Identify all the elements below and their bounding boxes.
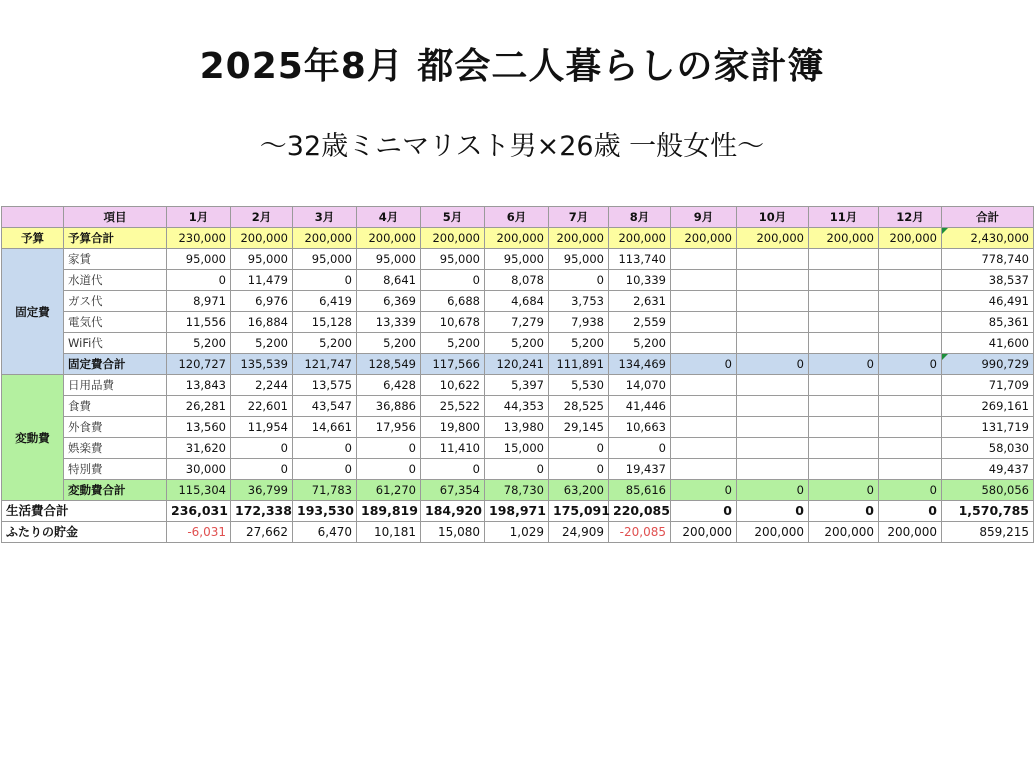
fixed-item-row-cell: 6,369 [357, 291, 421, 312]
fixed-item-row-cell: 95,000 [421, 249, 485, 270]
row-label: 食費 [64, 396, 167, 417]
fixed-item-row-cell [737, 333, 809, 354]
budget-row-cell: 200,000 [879, 228, 942, 249]
variable-item-row-cell [671, 459, 737, 480]
fixed-item-row-cell: 5,200 [609, 333, 671, 354]
savings-row [2, 522, 1034, 543]
variable-item-row-cell: 30,000 [167, 459, 231, 480]
savings-row-cell: 10,181 [357, 522, 421, 543]
variable-item-row-cell: 131,719 [942, 417, 1034, 438]
column-header: 8月 [609, 207, 671, 228]
page-subtitle: 〜32歳ミニマリスト男×26歳 一般女性〜 [259, 131, 765, 162]
fixed-subtotal-cell: 0 [671, 354, 737, 375]
variable-item-row-cell: 13,560 [167, 417, 231, 438]
variable-item-row-cell: 19,800 [421, 417, 485, 438]
group-label-variable: 変動費 [2, 375, 64, 501]
comment-marker-icon [942, 354, 948, 360]
column-header: 3月 [293, 207, 357, 228]
fixed-item-row-cell: 5,200 [293, 333, 357, 354]
variable-item-row-cell [879, 396, 942, 417]
variable-subtotal-cell: 0 [671, 480, 737, 501]
group-label-fixed: 固定費 [2, 249, 64, 375]
variable-item-row [2, 459, 1034, 480]
variable-item-row [2, 438, 1034, 459]
variable-item-row-cell: 10,663 [609, 417, 671, 438]
fixed-item-row-cell: 4,684 [485, 291, 549, 312]
fixed-subtotal-cell: 121,747 [293, 354, 357, 375]
variable-item-row-cell [809, 438, 879, 459]
variable-item-row-cell: 2,244 [231, 375, 293, 396]
total-row-cell: 193,530 [293, 501, 357, 522]
fixed-item-row-cell: 7,938 [549, 312, 609, 333]
total-row-cell: 0 [809, 501, 879, 522]
budget-row-cell: 2,430,000 [942, 228, 1034, 249]
variable-item-row-cell: 5,530 [549, 375, 609, 396]
fixed-item-row-cell: 5,200 [485, 333, 549, 354]
total-row-cell: 175,091 [549, 501, 609, 522]
row-label: 特別費 [64, 459, 167, 480]
budget-row-cell: 200,000 [737, 228, 809, 249]
variable-item-row-cell: 28,525 [549, 396, 609, 417]
variable-item-row-cell: 13,980 [485, 417, 549, 438]
column-header: 7月 [549, 207, 609, 228]
savings-row-cell: 15,080 [421, 522, 485, 543]
variable-item-row-cell: 0 [485, 459, 549, 480]
fixed-item-row-cell: 5,200 [167, 333, 231, 354]
fixed-item-row-cell: 46,491 [942, 291, 1034, 312]
variable-item-row-cell [809, 396, 879, 417]
variable-subtotal-cell: 78,730 [485, 480, 549, 501]
row-label: 固定費合計 [64, 354, 167, 375]
fixed-item-row-cell: 95,000 [293, 249, 357, 270]
budget-row-cell: 200,000 [231, 228, 293, 249]
budget-row-cell: 200,000 [357, 228, 421, 249]
variable-subtotal-cell: 67,354 [421, 480, 485, 501]
variable-item-row-cell: 36,886 [357, 396, 421, 417]
fixed-subtotal-cell: 120,727 [167, 354, 231, 375]
variable-item-row-cell: 269,161 [942, 396, 1034, 417]
total-row-cell: 0 [879, 501, 942, 522]
variable-item-row-cell: 44,353 [485, 396, 549, 417]
fixed-subtotal-cell: 0 [737, 354, 809, 375]
savings-row-cell: 24,909 [549, 522, 609, 543]
row-label: 生活費合計 [2, 501, 167, 522]
row-label: 娯楽費 [64, 438, 167, 459]
column-header: 項目 [64, 207, 167, 228]
budget-row-cell: 200,000 [421, 228, 485, 249]
variable-item-row-cell: 0 [357, 459, 421, 480]
savings-row-cell: 200,000 [809, 522, 879, 543]
budget-row-cell: 200,000 [549, 228, 609, 249]
fixed-subtotal-cell: 120,241 [485, 354, 549, 375]
fixed-item-row-cell: 8,641 [357, 270, 421, 291]
fixed-item-row-cell: 6,419 [293, 291, 357, 312]
variable-subtotal-cell: 85,616 [609, 480, 671, 501]
variable-subtotal-cell: 36,799 [231, 480, 293, 501]
column-header: 合計 [942, 207, 1034, 228]
variable-item-row-cell [737, 438, 809, 459]
page-title: 2025年8月 都会二人暮らしの家計簿 [199, 46, 825, 87]
budget-row-cell: 200,000 [609, 228, 671, 249]
column-header: 12月 [879, 207, 942, 228]
fixed-item-row-cell: 0 [167, 270, 231, 291]
column-header: 1月 [167, 207, 231, 228]
fixed-item-row-cell: 11,479 [231, 270, 293, 291]
fixed-subtotal-cell: 128,549 [357, 354, 421, 375]
fixed-item-row-cell [879, 270, 942, 291]
fixed-item-row [2, 333, 1034, 354]
variable-item-row-cell [671, 375, 737, 396]
budget-row [2, 228, 1034, 249]
fixed-item-row-cell: 2,559 [609, 312, 671, 333]
fixed-item-row-cell: 7,279 [485, 312, 549, 333]
savings-row-cell: 200,000 [737, 522, 809, 543]
row-label: ガス代 [64, 291, 167, 312]
variable-item-row-cell: 0 [357, 438, 421, 459]
row-label: 外食費 [64, 417, 167, 438]
column-header: 10月 [737, 207, 809, 228]
variable-item-row-cell: 13,575 [293, 375, 357, 396]
variable-item-row-cell: 49,437 [942, 459, 1034, 480]
row-label: 水道代 [64, 270, 167, 291]
savings-row-cell: 1,029 [485, 522, 549, 543]
savings-row-cell: 27,662 [231, 522, 293, 543]
budget-row-cell: 200,000 [485, 228, 549, 249]
total-row-cell: 0 [737, 501, 809, 522]
fixed-item-row-cell [879, 249, 942, 270]
total-row-cell: 1,570,785 [942, 501, 1034, 522]
savings-row-cell: 200,000 [879, 522, 942, 543]
total-row-cell: 236,031 [167, 501, 231, 522]
total-row-cell: 198,971 [485, 501, 549, 522]
variable-item-row-cell: 17,956 [357, 417, 421, 438]
fixed-item-row-cell: 0 [549, 270, 609, 291]
budget-row-cell: 200,000 [293, 228, 357, 249]
variable-subtotal-cell: 63,200 [549, 480, 609, 501]
variable-item-row-cell: 14,070 [609, 375, 671, 396]
variable-item-row-cell [809, 417, 879, 438]
variable-item-row-cell: 41,446 [609, 396, 671, 417]
fixed-item-row-cell: 15,128 [293, 312, 357, 333]
fixed-item-row-cell [671, 312, 737, 333]
savings-row-cell: 859,215 [942, 522, 1034, 543]
variable-item-row-cell: 29,145 [549, 417, 609, 438]
total-row-cell: 0 [671, 501, 737, 522]
fixed-subtotal-cell: 134,469 [609, 354, 671, 375]
total-row-cell: 184,920 [421, 501, 485, 522]
fixed-subtotal-cell: 0 [809, 354, 879, 375]
fixed-item-row [2, 312, 1034, 333]
variable-item-row-cell [879, 417, 942, 438]
variable-item-row-cell: 0 [231, 438, 293, 459]
column-header: 9月 [671, 207, 737, 228]
household-budget-table [1, 206, 1034, 543]
comment-marker-icon [942, 228, 948, 234]
total-row [2, 501, 1034, 522]
savings-row-cell: -6,031 [167, 522, 231, 543]
variable-item-row-cell: 71,709 [942, 375, 1034, 396]
fixed-item-row-cell: 95,000 [549, 249, 609, 270]
variable-item-row-cell: 0 [421, 459, 485, 480]
fixed-item-row-cell [809, 270, 879, 291]
variable-item-row-cell: 31,620 [167, 438, 231, 459]
row-label: 家賃 [64, 249, 167, 270]
variable-item-row-cell: 0 [609, 438, 671, 459]
fixed-item-row-cell: 0 [421, 270, 485, 291]
variable-item-row-cell [737, 375, 809, 396]
variable-subtotal-cell: 71,783 [293, 480, 357, 501]
variable-item-row-cell: 19,437 [609, 459, 671, 480]
variable-item-row-cell: 58,030 [942, 438, 1034, 459]
fixed-item-row-cell [809, 333, 879, 354]
fixed-item-row-cell [809, 249, 879, 270]
fixed-item-row-cell: 95,000 [485, 249, 549, 270]
column-header: 11月 [809, 207, 879, 228]
fixed-item-row-cell: 0 [293, 270, 357, 291]
variable-item-row-cell [879, 438, 942, 459]
fixed-item-row-cell: 2,631 [609, 291, 671, 312]
fixed-item-row-cell: 85,361 [942, 312, 1034, 333]
fixed-item-row-cell: 13,339 [357, 312, 421, 333]
group-label-budget: 予算 [2, 228, 64, 249]
fixed-item-row-cell [809, 291, 879, 312]
savings-row-cell: -20,085 [609, 522, 671, 543]
variable-item-row-cell: 6,428 [357, 375, 421, 396]
fixed-subtotal-row [2, 354, 1034, 375]
fixed-item-row [2, 270, 1034, 291]
column-header: 6月 [485, 207, 549, 228]
budget-row-cell: 200,000 [671, 228, 737, 249]
total-row-cell: 172,338 [231, 501, 293, 522]
total-row-cell: 189,819 [357, 501, 421, 522]
fixed-item-row [2, 291, 1034, 312]
variable-item-row-cell [671, 396, 737, 417]
row-label: 日用品費 [64, 375, 167, 396]
variable-item-row-cell [737, 396, 809, 417]
fixed-item-row-cell: 8,971 [167, 291, 231, 312]
column-header: 2月 [231, 207, 293, 228]
fixed-item-row-cell [737, 270, 809, 291]
variable-item-row-cell: 0 [231, 459, 293, 480]
variable-item-row [2, 375, 1034, 396]
fixed-subtotal-cell: 111,891 [549, 354, 609, 375]
fixed-item-row-cell: 5,200 [421, 333, 485, 354]
fixed-item-row-cell: 95,000 [167, 249, 231, 270]
variable-item-row-cell: 5,397 [485, 375, 549, 396]
fixed-item-row-cell [737, 249, 809, 270]
fixed-item-row-cell [809, 312, 879, 333]
variable-item-row-cell: 10,622 [421, 375, 485, 396]
fixed-subtotal-cell: 0 [879, 354, 942, 375]
fixed-item-row-cell [671, 249, 737, 270]
variable-item-row-cell [879, 459, 942, 480]
column-header: 4月 [357, 207, 421, 228]
fixed-item-row-cell [671, 333, 737, 354]
variable-item-row-cell: 13,843 [167, 375, 231, 396]
fixed-item-row-cell: 95,000 [231, 249, 293, 270]
variable-item-row-cell: 0 [549, 459, 609, 480]
row-label: 電気代 [64, 312, 167, 333]
fixed-item-row-cell [737, 291, 809, 312]
budget-row-cell: 200,000 [809, 228, 879, 249]
variable-item-row-cell: 11,954 [231, 417, 293, 438]
variable-item-row-cell: 0 [293, 438, 357, 459]
header-corner-cell [2, 207, 64, 228]
fixed-item-row-cell: 38,537 [942, 270, 1034, 291]
budget-row-cell: 230,000 [167, 228, 231, 249]
row-label: 変動費合計 [64, 480, 167, 501]
fixed-item-row-cell: 11,556 [167, 312, 231, 333]
header-row [2, 207, 1034, 228]
fixed-item-row-cell: 10,678 [421, 312, 485, 333]
row-label: 予算合計 [64, 228, 167, 249]
fixed-item-row-cell: 8,078 [485, 270, 549, 291]
fixed-item-row-cell: 10,339 [609, 270, 671, 291]
fixed-item-row-cell: 95,000 [357, 249, 421, 270]
fixed-item-row-cell: 6,688 [421, 291, 485, 312]
fixed-subtotal-cell: 135,539 [231, 354, 293, 375]
variable-item-row-cell: 22,601 [231, 396, 293, 417]
fixed-item-row-cell [671, 291, 737, 312]
savings-row-cell: 6,470 [293, 522, 357, 543]
variable-item-row-cell [737, 417, 809, 438]
fixed-item-row-cell [879, 333, 942, 354]
variable-item-row-cell: 0 [293, 459, 357, 480]
fixed-item-row-cell: 16,884 [231, 312, 293, 333]
fixed-item-row-cell: 41,600 [942, 333, 1034, 354]
variable-item-row-cell [737, 459, 809, 480]
fixed-item-row-cell [879, 291, 942, 312]
fixed-item-row-cell [737, 312, 809, 333]
fixed-item-row-cell: 3,753 [549, 291, 609, 312]
variable-subtotal-cell: 115,304 [167, 480, 231, 501]
variable-item-row-cell: 0 [549, 438, 609, 459]
row-label: WiFi代 [64, 333, 167, 354]
variable-item-row [2, 417, 1034, 438]
fixed-item-row-cell [879, 312, 942, 333]
fixed-item-row-cell [671, 270, 737, 291]
total-row-cell: 220,085 [609, 501, 671, 522]
variable-item-row-cell: 26,281 [167, 396, 231, 417]
fixed-item-row-cell: 5,200 [357, 333, 421, 354]
variable-item-row-cell [671, 417, 737, 438]
variable-subtotal-row [2, 480, 1034, 501]
variable-subtotal-cell: 0 [809, 480, 879, 501]
variable-item-row-cell [809, 375, 879, 396]
savings-row-cell: 200,000 [671, 522, 737, 543]
variable-subtotal-cell: 0 [879, 480, 942, 501]
variable-item-row-cell: 15,000 [485, 438, 549, 459]
variable-item-row-cell: 11,410 [421, 438, 485, 459]
column-header: 5月 [421, 207, 485, 228]
variable-item-row [2, 396, 1034, 417]
variable-item-row-cell: 43,547 [293, 396, 357, 417]
fixed-item-row-cell: 6,976 [231, 291, 293, 312]
variable-subtotal-cell: 580,056 [942, 480, 1034, 501]
variable-item-row-cell [879, 375, 942, 396]
fixed-item-row-cell: 113,740 [609, 249, 671, 270]
variable-item-row-cell: 25,522 [421, 396, 485, 417]
fixed-subtotal-cell: 117,566 [421, 354, 485, 375]
fixed-subtotal-cell: 990,729 [942, 354, 1034, 375]
fixed-item-row-cell: 778,740 [942, 249, 1034, 270]
variable-item-row-cell [671, 438, 737, 459]
variable-subtotal-cell: 0 [737, 480, 809, 501]
fixed-item-row [2, 249, 1034, 270]
fixed-item-row-cell: 5,200 [549, 333, 609, 354]
variable-item-row-cell: 14,661 [293, 417, 357, 438]
variable-item-row-cell [809, 459, 879, 480]
variable-subtotal-cell: 61,270 [357, 480, 421, 501]
row-label: ふたりの貯金 [2, 522, 167, 543]
fixed-item-row-cell: 5,200 [231, 333, 293, 354]
